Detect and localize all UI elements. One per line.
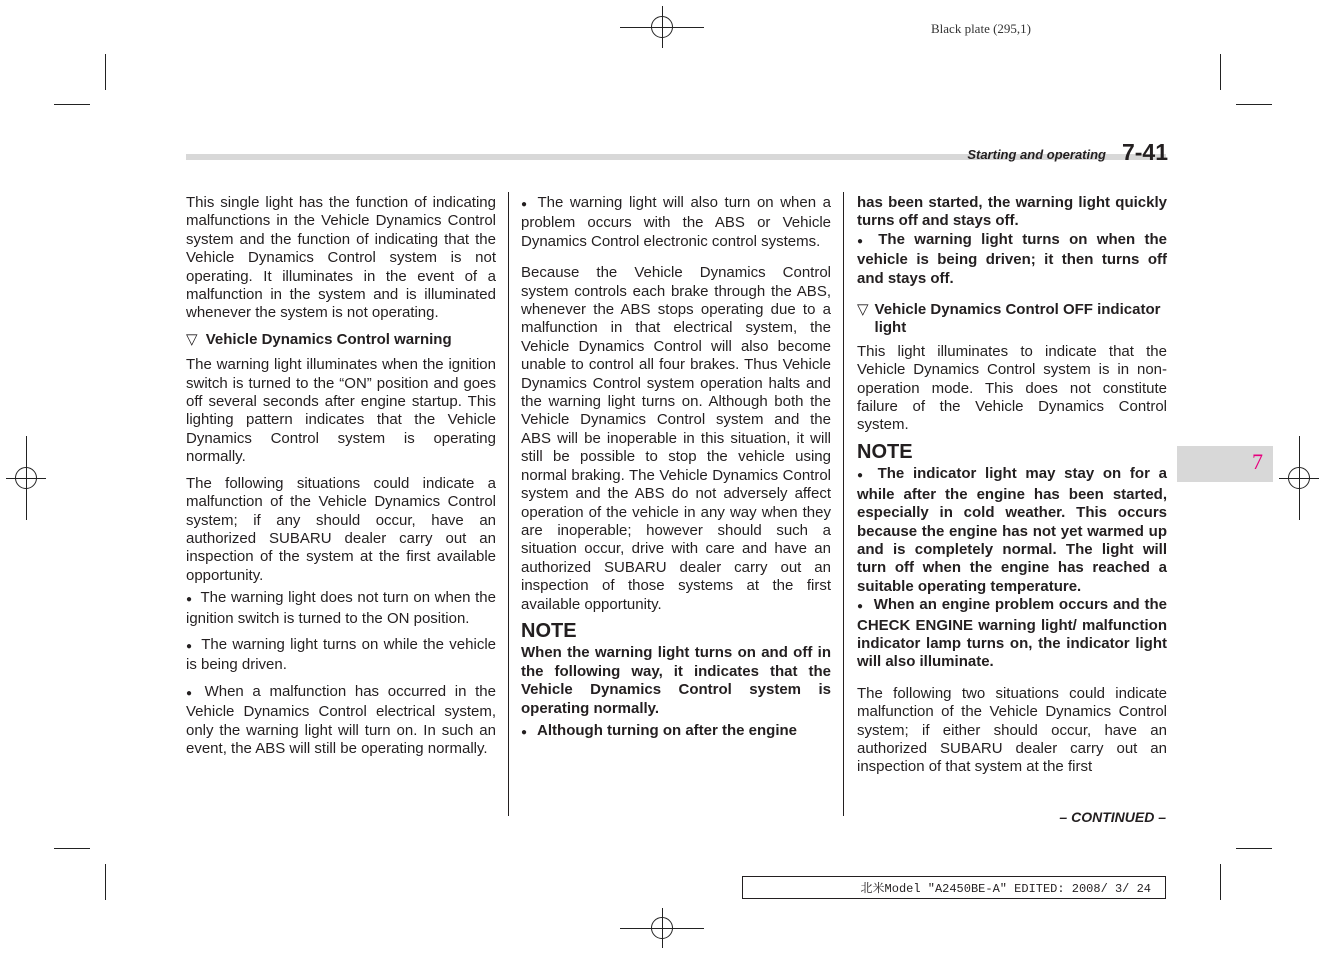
- paragraph: The following two situations could indicate malfunction of the Vehicle Dynamics Control system; if either should occur, have an authorized SUBARU dealer carry out an inspection of that system at the first: [857, 684, 1167, 776]
- paragraph: has been started, the warning light quickly turns off and stays off.: [857, 194, 1167, 230]
- bullet-item: [857, 596, 1167, 672]
- bullet-icon: ●: [857, 601, 864, 613]
- heading-text: Vehicle Dynamics Control warning: [205, 330, 452, 348]
- crop-mark: [1236, 848, 1272, 849]
- column-divider: [508, 192, 509, 816]
- column-divider: [843, 192, 844, 816]
- bullet-icon: ●: [857, 470, 868, 482]
- bullet-icon: ●: [186, 594, 193, 606]
- bullet-text: When a malfunction has occurred in the Vehicle Dynamics Control electrical system, only the warning light will turn on. In such an event, the ABS will still be operating normally.: [186, 682, 496, 757]
- section-title: Starting and operating: [967, 147, 1106, 162]
- crop-mark: [1236, 104, 1272, 105]
- plate-label: Black plate (295,1): [931, 21, 1031, 36]
- crop-mark: [105, 864, 106, 900]
- triangle-icon: ▽: [857, 301, 869, 319]
- column-1: [186, 194, 496, 766]
- bullet-text: The indicator light may stay on for a while after the engine has been started, especially in cold weather. This occurs because the engine has not yet warmed up and is completely normal. The light will turn off when the engine has reached a suitable operating temperature.: [857, 465, 1167, 595]
- registration-mark-icon: [651, 16, 673, 38]
- triangle-icon: ▽: [186, 330, 198, 348]
- continued-label: – CONTINUED –: [1059, 809, 1166, 825]
- crop-mark: [105, 54, 106, 90]
- bullet-item: [857, 231, 1167, 288]
- footer-code: 北米Model "A2450BE-A" EDITED: 2008/ 3/ 24: [860, 882, 1151, 896]
- paragraph: This single light has the function of indicating malfunctions in the Vehicle Dynamics Control system and the function of indicating that the Vehicle Dynamics Control system is not operating. It illuminates in the event of a malfunction in the system and is illuminated whenever the system is not operating.: [186, 194, 496, 322]
- bullet-item: [521, 194, 831, 251]
- crop-mark: [1220, 864, 1221, 900]
- bullet-text: The warning light does not turn on when the ignition switch is turned to the ON position.: [186, 589, 496, 627]
- paragraph: The warning light illuminates when the ignition switch is turned to the “ON” position and goes off several seconds after engine startup. This lighting pattern indicates that the Vehicle Dynamics Control system is operating normally.: [186, 356, 496, 466]
- column-2: [521, 194, 831, 750]
- note-title: NOTE: [521, 619, 577, 642]
- registration-mark-icon: [15, 467, 37, 489]
- note-paragraph: When the warning light turns on and off in the following way, it indicates that the Vehicle Dynamics Control system is operating normally.: [521, 644, 831, 717]
- bullet-text: When an engine problem occurs and the CHECK ENGINE warning light/ malfunction indicator lamp turns on, the indicator light will also illuminate.: [857, 596, 1167, 671]
- bullet-text: The warning light turns on when the vehicle is being driven; it then turns off and stays off.: [857, 230, 1167, 287]
- bullet-icon: ●: [521, 199, 530, 210]
- note-title: NOTE: [857, 440, 913, 463]
- column-3: [857, 194, 1167, 785]
- registration-mark-icon: [651, 917, 673, 939]
- paragraph: Because the Vehicle Dynamics Control system controls each brake through the ABS, whenever the ABS stops operating due to a malfunction in that electrical system, the Vehicle Dynamics Control will also become unable to control all four brakes. Thus Vehicle Dynamics Control system operation halts and the warning light turns on. Although both the Vehicle Dynamics Control system and the ABS will be inoperable in this situation, it will still be possible to stop the vehicle using normal braking. The Vehicle Dynamics Control system and the ABS do not adversely affect operation of the vehicle in any way when they are inoperable; however should such a situation occur, drive with care and have an authorized SUBARU dealer carry out an inspection of those systems at the first available opportunity.: [521, 264, 831, 613]
- bullet-item: [186, 636, 496, 675]
- bullet-text: The warning light turns on while the vehicle is being driven.: [186, 635, 496, 674]
- paragraph: The following situations could indicate a malfunction of the Vehicle Dynamics Control system; if any should occur, have an authorized SUBARU dealer carry out an inspection of the system at the first available opportunity.: [186, 474, 496, 584]
- registration-mark-icon: [1288, 467, 1310, 489]
- bullet-item: [186, 683, 496, 759]
- bullet-text: Although turning on after the engine: [537, 721, 798, 739]
- footer-code-box: [742, 876, 1166, 899]
- bullet-icon: ●: [521, 726, 528, 738]
- section-heading: [857, 301, 1167, 338]
- heading-text: Vehicle Dynamics Control OFF indicator light: [874, 301, 1161, 337]
- bullet-icon: ●: [857, 235, 869, 247]
- crop-mark: [1220, 54, 1221, 90]
- crop-mark: [54, 848, 90, 849]
- paragraph: This light illuminates to indicate that the Vehicle Dynamics Control system is in non-operation mode. This does not constitute failure of the Vehicle Dynamics Control system.: [857, 342, 1167, 434]
- bullet-item: [857, 465, 1167, 596]
- page-number: 7-41: [1121, 139, 1168, 165]
- bullet-icon: ●: [186, 640, 194, 652]
- bullet-icon: ●: [186, 687, 197, 699]
- bullet-item: [521, 722, 831, 742]
- chapter-number: 7: [1252, 449, 1263, 474]
- chapter-tab: [1177, 446, 1273, 482]
- bullet-text: The warning light will also turn on when a problem occurs with the ABS or Vehicle Dynamics Control electronic control systems.: [521, 194, 831, 250]
- bullet-item: [186, 589, 496, 628]
- crop-mark: [54, 104, 90, 105]
- section-heading: [186, 331, 496, 349]
